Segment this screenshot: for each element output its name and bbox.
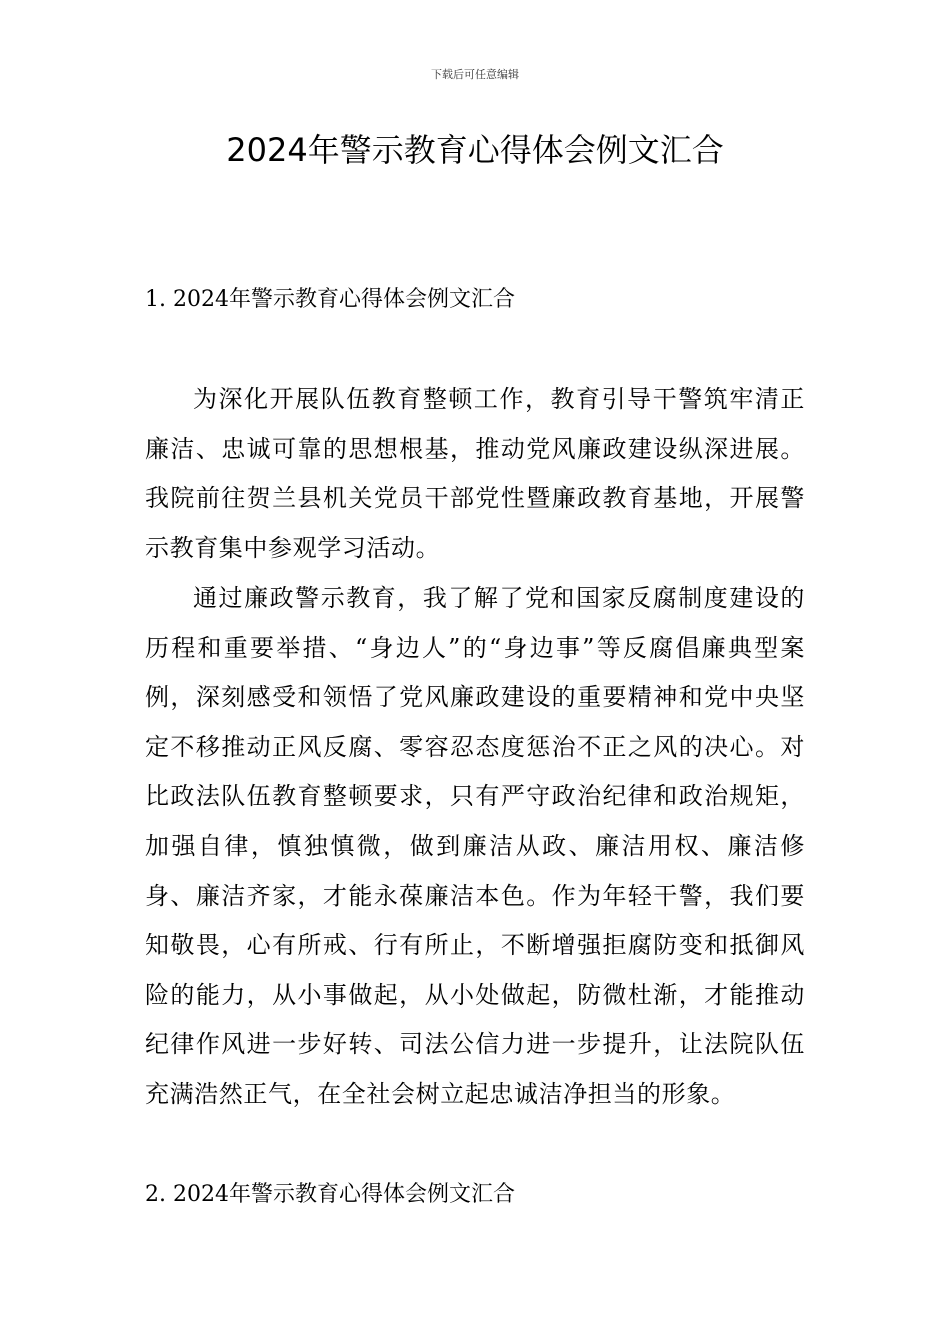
body-paragraph-2: 通过廉政警示教育，我了解了党和国家反腐制度建设的历程和重要举措、“身边人”的“身边事”等反腐倡廉典型案例，深刻感受和领悟了党风廉政建设的重要精神和党中央坚定不移推动正风反腐、零容忍态度惩治不正之风的决心。对比政法队伍教育整顿要求，只有严守政治纪律和政治规矩，加强自律，慎独慎微，做到廉洁从政、廉洁用权、廉洁修身、廉洁齐家，才能永葆廉洁本色。作为年轻干警，我们要知敬畏，心有所戒、行有所止，不断增强拒腐防变和抵御风险的能力，从小事做起，从小处做起，防微杜渐，才能推动纪律作风进一步好转、司法公信力进一步提升，让法院队伍充满浩然正气，在全社会树立起忠诚洁净担当的形象。 [145, 584, 805, 1108]
header-note: 下载后可任意编辑 [431, 68, 519, 81]
body-paragraph-1: 为深化开展队伍教育整顿工作，教育引导干警筑牢清正廉洁、忠诚可靠的思想根基，推动党风廉政建设纵深进展。我院前往贺兰县机关党员干部党性暨廉政教育基地，开展警示教育集中参观学习活动。 [145, 385, 805, 562]
section-heading-2: 2. 2024年警示教育心得体会例文汇合 [145, 1182, 515, 1207]
page-title: 2024年警示教育心得体会例文汇合 [226, 131, 724, 169]
section-heading-1: 1. 2024年警示教育心得体会例文汇合 [145, 287, 515, 312]
